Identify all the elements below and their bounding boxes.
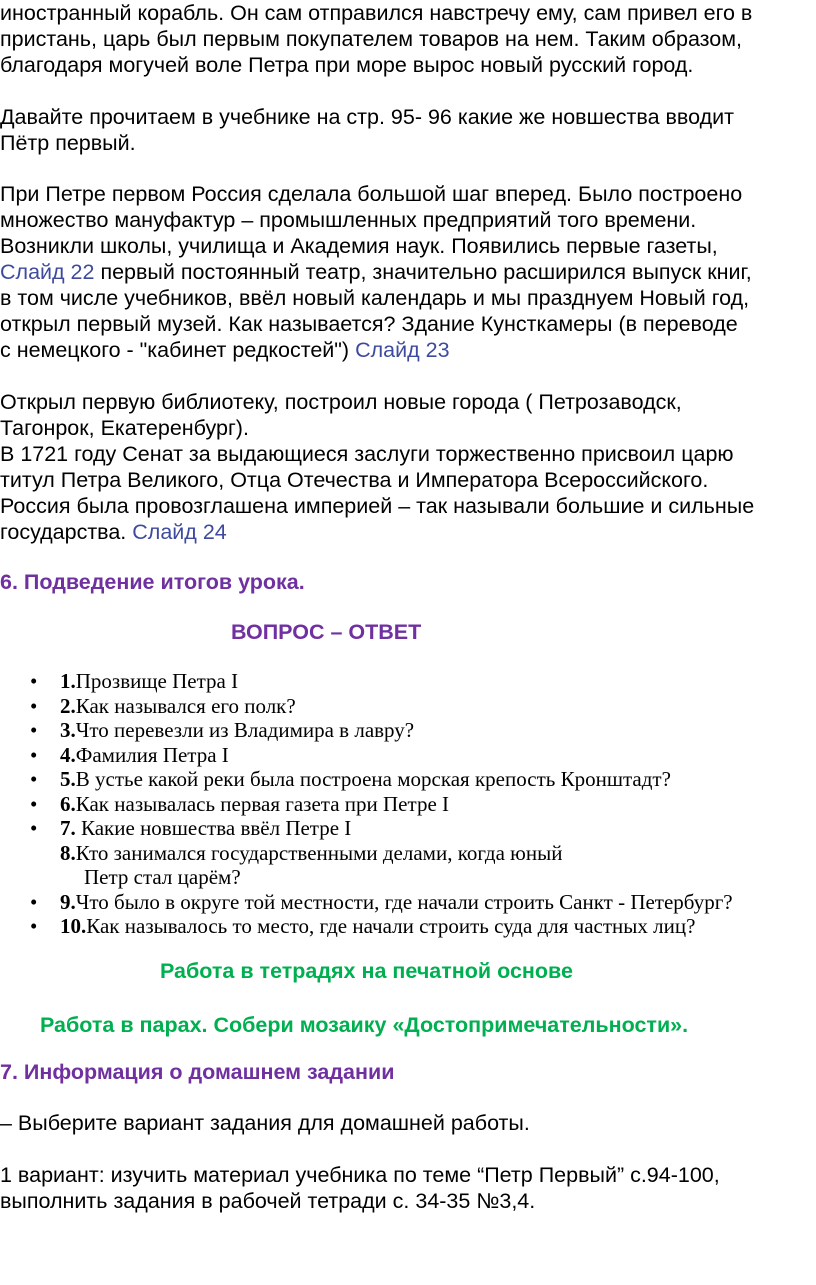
work-notebook-heading: Работа в тетрадях на печатной основе — [160, 959, 573, 983]
list-item — [0, 669, 816, 694]
question-text: Как называлось то место, где начали строить суда для частных лиц? — [86, 914, 696, 938]
question-text: Кто занимался государственными делами, когда юный — [75, 840, 563, 865]
list-item — [0, 694, 816, 719]
text-line: открыл первый музей. Как называется? Здание Кунсткамеры (в переводе — [0, 312, 738, 336]
slide-link: Слайд 23 — [355, 338, 450, 362]
text-line: Давайте прочитаем в учебнике на стр. 95- 96 какие же новшества вводит — [0, 105, 735, 129]
question-number: 10. — [60, 914, 87, 938]
question-number: 9. — [60, 889, 76, 914]
intro-paragraph — [0, 0, 816, 78]
text-span: государства. — [0, 520, 133, 544]
text-line: При Петре первом Россия сделала большой шаг вперед. Было построено — [0, 182, 743, 206]
text-line — [0, 259, 816, 285]
read-paragraph — [0, 104, 816, 156]
text-line: титул Петра Великого, Отца Отечества и Императора Всероссийского. — [0, 468, 709, 492]
list-item — [0, 816, 816, 841]
text-line — [0, 519, 816, 545]
list-item — [0, 914, 816, 939]
text-span: с немецкого - "кабинет редкостей") — [0, 338, 356, 362]
text-line: множество мануфактур – промышленных предприятий того времени. — [0, 208, 697, 232]
homework-variant-1 — [0, 1162, 816, 1214]
question-text: Как называлась первая газета при Петре I — [75, 791, 450, 816]
bullet-icon: • — [30, 889, 38, 914]
questions-list — [0, 669, 816, 939]
bullet-icon: • — [30, 693, 38, 718]
bullet-icon: • — [30, 742, 38, 767]
question-text: Что было в округе той местности, где начали строить Санкт - Петербург? — [75, 889, 733, 914]
bullet-icon: • — [30, 718, 38, 742]
text-line: выполнить задания в рабочей тетради с. 34-35 №3,4. — [0, 1189, 536, 1213]
list-item — [0, 718, 816, 743]
text-line: – Выберите вариант задания для домашней работы. — [0, 1111, 530, 1135]
question-text: Как назывался его полк? — [75, 693, 296, 718]
text-line: Тагонрок, Екатеренбург). — [0, 416, 249, 440]
work-pairs-heading: Работа в парах. Собери мозаику «Достопримечательности». — [40, 1013, 689, 1037]
section-6-title: 6. Подведение итогов урока. — [0, 570, 305, 594]
bullet-icon: • — [30, 816, 38, 840]
text-line: В 1721 году Сенат за выдающиеся заслуги торжественно присвоил царю — [0, 442, 734, 466]
list-item — [0, 767, 816, 792]
text-line: благодаря могучей воле Петра при море вырос новый русский город. — [0, 53, 694, 77]
list-item — [0, 792, 816, 817]
qa-title: ВОПРОС – ОТВЕТ — [231, 620, 422, 644]
text-line: Россия была провозглашена империей – так называли большие и сильные — [0, 494, 755, 518]
section-7-heading — [0, 1059, 816, 1085]
text-line: иностранный корабль. Он сам отправился навстречу ему, сам привел его в — [0, 1, 753, 25]
question-number: 1. — [60, 669, 76, 693]
list-item — [0, 841, 816, 890]
list-item — [0, 743, 816, 768]
text-line: в том числе учебников, ввёл новый календарь и мы празднуем Новый год, — [0, 286, 750, 310]
text-line: Открыл первую библиотеку, построил новые города ( Петрозаводск, — [0, 390, 682, 414]
question-text: Что перевезли из Владимира в лавру? — [75, 718, 415, 742]
question-number: 5. — [60, 767, 76, 791]
question-text: Прозвище Петра I — [75, 669, 239, 693]
question-number: 8. — [60, 840, 76, 865]
slide-link: Слайд 22 — [0, 260, 95, 284]
library-paragraph — [0, 389, 816, 545]
section-6-heading — [0, 569, 816, 595]
question-text: Фамилия Петра I — [75, 742, 229, 767]
section-7-title: 7. Информация о домашнем задании — [0, 1060, 395, 1084]
question-text-continued: Петр стал царём? — [84, 865, 241, 889]
bullet-icon: • — [30, 669, 38, 693]
text-line — [0, 337, 816, 363]
text-line: Возникли школы, училища и Академия наук. Появились первые газеты, — [0, 234, 718, 258]
text-line: 1 вариант: изучить материал учебника по теме “Петр Первый” с.94-100, — [0, 1163, 720, 1187]
homework-choose — [0, 1110, 816, 1136]
reforms-paragraph — [0, 181, 816, 363]
question-number: 3. — [60, 718, 76, 742]
text-span: первый постоянный театр, значительно расширился выпуск книг, — [94, 260, 752, 284]
question-number: 2. — [60, 693, 76, 718]
question-text: В устье какой реки была построена морская крепость Кронштадт? — [75, 767, 671, 791]
list-item — [0, 890, 816, 915]
bullet-icon: • — [30, 791, 38, 816]
text-line: пристань, царь был первым покупателем товаров на нем. Таким образом, — [0, 27, 742, 51]
question-text: Какие новшества ввёл Петре I — [75, 816, 352, 840]
bullet-icon: • — [30, 914, 38, 938]
text-line: Пётр первый. — [0, 131, 136, 155]
question-number: 7. — [60, 816, 76, 840]
question-number: 4. — [60, 742, 76, 767]
question-number: 6. — [60, 791, 76, 816]
slide-link: Слайд 24 — [132, 520, 227, 544]
bullet-icon: • — [30, 767, 38, 791]
